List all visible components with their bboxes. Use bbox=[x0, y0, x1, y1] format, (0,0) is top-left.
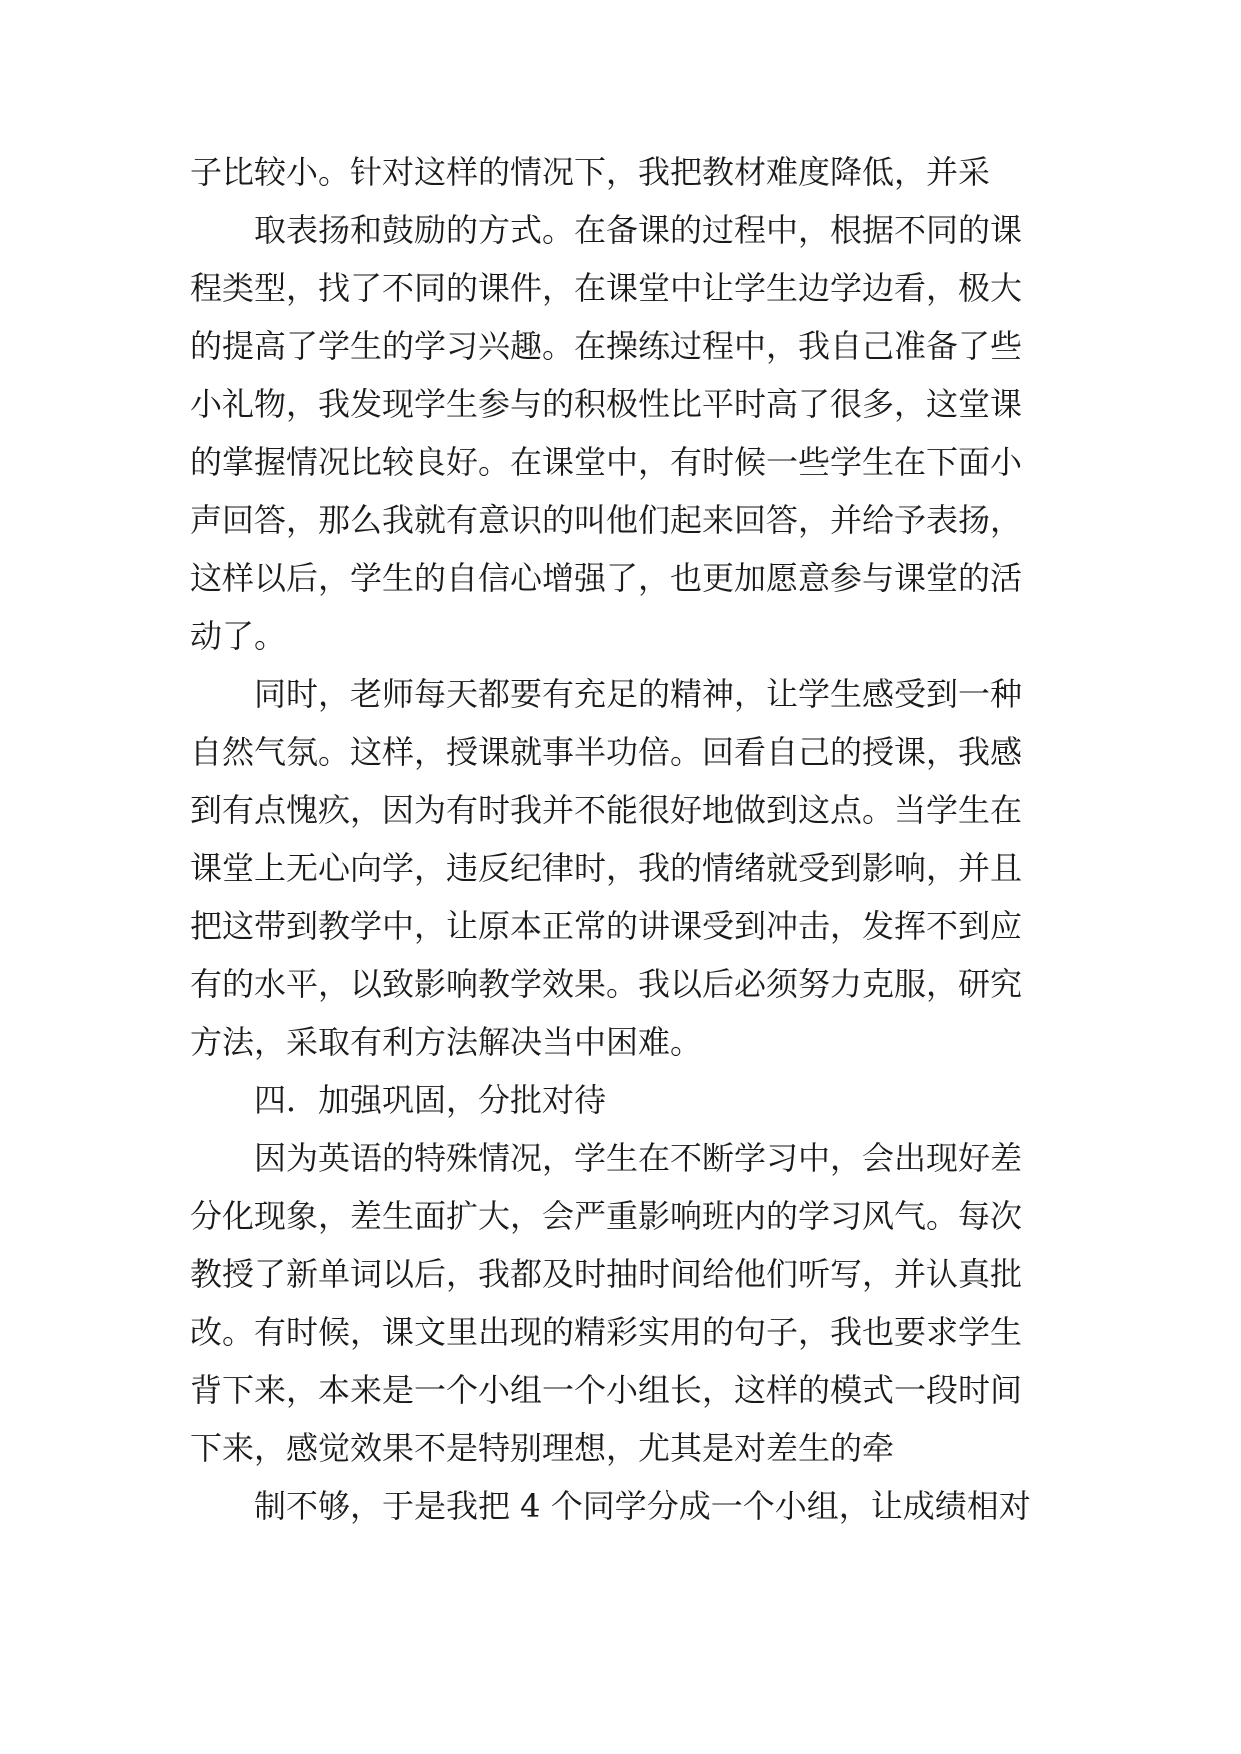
text-line bbox=[0, 1196, 1241, 1236]
text-line bbox=[0, 1138, 1241, 1178]
text-line bbox=[0, 790, 1241, 830]
text-line-content: 的掌握情况比较良好。在课堂中，有时候一些学生在下面小 bbox=[190, 443, 1023, 481]
text-line-content: 这样以后，学生的自信心增强了，也更加愿意参与课堂的活 bbox=[190, 559, 1023, 597]
text-line-content: 自然气氛。这样，授课就事半功倍。回看自己的授课，我感 bbox=[190, 733, 1023, 771]
text-line bbox=[0, 558, 1241, 598]
text-line bbox=[0, 500, 1241, 540]
text-line bbox=[0, 732, 1241, 772]
text-line-content: 到有点愧疚，因为有时我并不能很好地做到这点。当学生在 bbox=[190, 791, 1023, 829]
text-line bbox=[0, 1486, 1241, 1526]
text-line-content: 同时，老师每天都要有充足的精神，让学生感受到一种 bbox=[254, 675, 1023, 713]
text-line bbox=[0, 1022, 1241, 1062]
text-line bbox=[0, 384, 1241, 424]
text-line-content: 课堂上无心向学，违反纪律时，我的情绪就受到影响，并且 bbox=[190, 849, 1023, 887]
text-line bbox=[0, 1254, 1241, 1294]
text-line-content: 下来，感觉效果不是特别理想，尤其是对差生的牵 bbox=[190, 1429, 895, 1467]
text-line bbox=[0, 152, 1241, 192]
text-line-content: 分化现象，差生面扩大，会严重影响班内的学习风气。每次 bbox=[190, 1197, 1023, 1235]
text-line-content: 把这带到教学中，让原本正常的讲课受到冲击，发挥不到应 bbox=[190, 907, 1023, 945]
text-line-content: 小礼物，我发现学生参与的积极性比平时高了很多，这堂课 bbox=[190, 385, 1023, 423]
text-line bbox=[0, 210, 1241, 250]
text-line bbox=[0, 1428, 1241, 1468]
text-line bbox=[0, 674, 1241, 714]
text-line bbox=[0, 1312, 1241, 1352]
text-line bbox=[0, 1370, 1241, 1410]
text-line bbox=[0, 616, 1241, 656]
text-line-content: 因为英语的特殊情况，学生在不断学习中，会出现好差 bbox=[254, 1139, 1023, 1177]
text-line-content: 的提高了学生的学习兴趣。在操练过程中，我自己准备了些 bbox=[190, 327, 1023, 365]
text-line bbox=[0, 964, 1241, 1004]
text-line bbox=[0, 848, 1241, 888]
text-line bbox=[0, 326, 1241, 366]
text-line-content: 教授了新单词以后，我都及时抽时间给他们听写，并认真批 bbox=[190, 1255, 1023, 1293]
section-heading-text: 四．加强巩固，分批对待 bbox=[254, 1081, 607, 1119]
text-line-content: 有的水平，以致影响教学效果。我以后必须努力克服，研究 bbox=[190, 965, 1023, 1003]
section-heading bbox=[0, 1080, 1241, 1120]
text-line-content: 制不够，于是我把 4 个同学分成一个小组，让成绩相对 bbox=[254, 1487, 1031, 1525]
text-line bbox=[0, 906, 1241, 946]
text-line-content: 方法，采取有利方法解决当中困难。 bbox=[190, 1023, 703, 1061]
text-line-content: 取表扬和鼓励的方式。在备课的过程中，根据不同的课 bbox=[254, 211, 1023, 249]
text-line bbox=[0, 442, 1241, 482]
text-line-content: 程类型，找了不同的课件，在课堂中让学生边学边看，极大 bbox=[190, 269, 1023, 307]
text-line-content: 子比较小。针对这样的情况下，我把教材难度降低，并采 bbox=[190, 153, 991, 191]
text-line-content: 声回答，那么我就有意识的叫他们起来回答，并给予表扬， bbox=[190, 501, 1023, 539]
text-line bbox=[0, 268, 1241, 308]
text-line-content: 改。有时候，课文里出现的精彩实用的句子，我也要求学生 bbox=[190, 1313, 1023, 1351]
text-line-content: 背下来，本来是一个小组一个小组长，这样的模式一段时间 bbox=[190, 1371, 1023, 1409]
text-line-content: 动了。 bbox=[190, 617, 287, 655]
